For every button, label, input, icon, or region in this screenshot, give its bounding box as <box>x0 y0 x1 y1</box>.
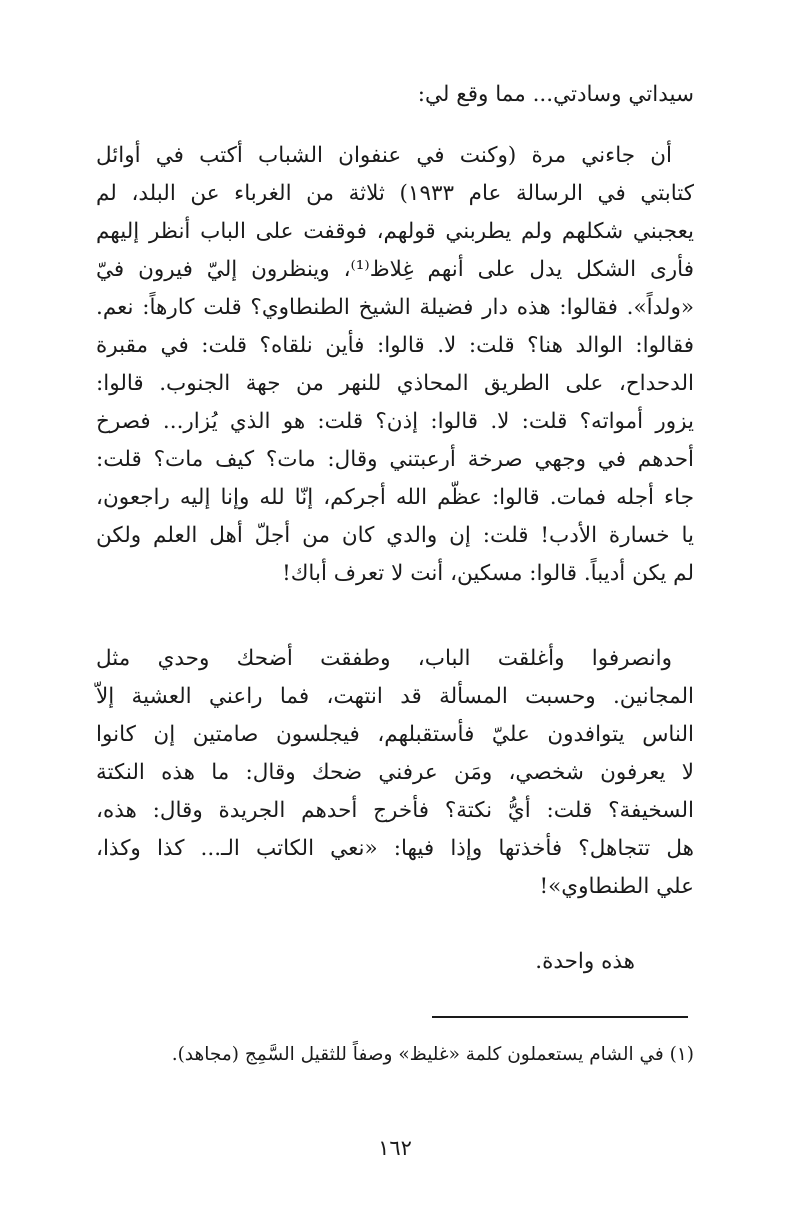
closing-line: هذه واحدة. <box>535 949 635 974</box>
paragraph-line: جاء أجله فمات. قالوا: عظّم الله أجركم، إنّا لله وإنا إليه راجعون، <box>96 485 694 510</box>
paragraph-line: الناس يتوافدون عليّ فأستقبلهم، فيجلسون صامتين إن كانوا <box>96 722 694 747</box>
paragraph-line: علي الطنطاوي»! <box>539 874 694 899</box>
paragraph-line: الدحداح، على الطريق المحاذي للنهر من جهة الجنوب. قالوا: <box>96 371 694 396</box>
footnote-separator <box>432 1016 688 1018</box>
paragraph-line: أن جاءني مرة (وكنت في عنفوان الشباب أكتب في أوائل <box>96 143 672 168</box>
paragraph-line: يا خسارة الأدب! قلت: إن والدي كان من أجلّ أهل العلم ولكن <box>96 523 694 548</box>
paragraph-line: لا يعرفون شخصي، ومَن عرفني ضحك وقال: ما هذه النكتة <box>96 760 694 785</box>
paragraph-line: يزور أمواته؟ قلت: لا. قالوا: إذن؟ قلت: هو الذي يُزار... فصرخ <box>96 409 694 434</box>
paragraph-line: يعجبني شكلهم ولم يطربني قولهم، فوقفت على الباب أنظر إليهم <box>96 219 694 244</box>
paragraph-line: «ولداً». فقالوا: هذه دار فضيلة الشيخ الطنطاوي؟ قلت كارهاً: نعم. <box>96 295 694 320</box>
paragraph-line: المجانين. وحسبت المسألة قد انتهت، فما راعني العشية إلاّ <box>96 684 694 709</box>
paragraph-line: فقالوا: الوالد هنا؟ قلت: لا. قالوا: فأين نلقاه؟ قلت: في مقبرة <box>96 333 694 358</box>
paragraph-line: هل تتجاهل؟ فأخذتها وإذا فيها: «نعي الكاتب الـ... كذا وكذا، <box>96 836 694 861</box>
section-heading: سيداتي وسادتي... مما وقع لي: <box>417 82 694 107</box>
paragraph-line: وانصرفوا وأغلقت الباب، وطفقت أضحك وحدي مثل <box>96 646 672 671</box>
paragraph-line: السخيفة؟ قلت: أيُّ نكتة؟ فأخرج أحدهم الجريدة وقال: هذه، <box>96 798 694 823</box>
paragraph-line: كتابتي في الرسالة عام ١٩٣٣) ثلاثة من الغرباء عن البلد، لم <box>96 181 694 206</box>
footnote: (١) في الشام يستعملون كلمة «غليظ» وصفاً للثقيل السَّمِج (مجاهد). <box>171 1044 694 1065</box>
paragraph-line: لم يكن أديباً. قالوا: مسكين، أنت لا تعرف أباك! <box>282 561 694 586</box>
paragraph-line: أحدهم في وجهي صرخة أرعبتني وقال: مات؟ كيف مات؟ قلت: <box>96 447 694 472</box>
page-number: ١٦٢ <box>378 1136 412 1160</box>
paragraph-line: فأرى الشكل يدل على أنهم غِلاظ⁽¹⁾، وينظرون إليّ فيرون فيّ <box>96 257 694 282</box>
